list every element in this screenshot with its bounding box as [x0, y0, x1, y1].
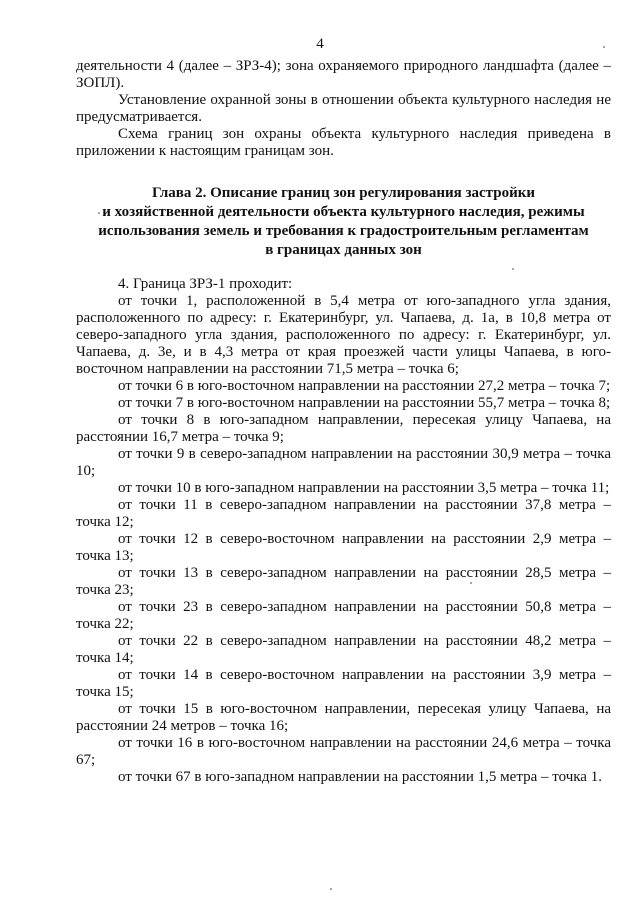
route-segment: от точки 16 в юго-восточном направлении на расстоянии 24,6 метра – точка 67; [76, 735, 611, 768]
route-segment: от точки 67 в юго-западном направлении на расстоянии 1,5 метра – точка 1. [118, 769, 602, 785]
clause-title: 4. Граница ЗРЗ-1 проходит: [118, 276, 293, 292]
route-segment: от точки 9 в северо-западном направлении на расстоянии 30,9 метра – точка 10; [76, 446, 611, 479]
route-segment: от точки 11 в северо-западном направлении на расстоянии 37,8 метра – точка 12; [76, 497, 611, 530]
route-segment: от точки 6 в юго-восточном направлении на расстоянии 27,2 метра – точка 7; [118, 378, 611, 394]
route-segment: от точки 8 в юго-западном направлении, пересекая улицу Чапаева, на расстоянии 16,7 метра – точка 9; [76, 412, 611, 445]
route-segment: от точки 1, расположенной в 5,4 метра от юго-западного угла здания, расположенного по адресу: г. Екатеринбург, ул. Чапаева, д. 1а, в 10,8 метра от северо-западного угла здания, расположенного по адресу: г. Екатеринбург, ул. Чапаева, д. 3е, и в 4,3 метра от края проезжей части улицы Чапаева, в юго-восточном направлении на расстоянии 71,5 метра – точка 6; [76, 293, 611, 377]
scan-speck [603, 46, 605, 48]
scan-speck [330, 888, 332, 890]
scan-speck [512, 268, 514, 270]
route-segment: от точки 15 в юго-восточном направлении, пересекая улицу Чапаева, на расстоянии 24 метров – точка 16; [76, 701, 611, 734]
route-segment: от точки 23 в северо-западном направлении на расстоянии 50,8 метра – точка 22; [76, 599, 611, 632]
chapter-heading-line: Глава 2. Описание границ зон регулирования застройки [152, 185, 535, 201]
route-segment: от точки 7 в юго-восточном направлении на расстоянии 55,7 метра – точка 8; [118, 395, 611, 411]
route-segment: от точки 12 в северо-восточном направлении на расстоянии 2,9 метра – точка 13; [76, 531, 611, 564]
route-segment: от точки 10 в юго-западном направлении на расстоянии 3,5 метра – точка 11; [118, 480, 610, 496]
intro-paragraph-scheme: Схема границ зон охраны объекта культурного наследия приведена в приложении к настоящим границам зон. [76, 126, 611, 159]
route-segment: от точки 13 в северо-западном направлении на расстоянии 28,5 метра – точка 23; [76, 565, 611, 598]
chapter-heading [76, 184, 611, 260]
page-number: 4 [316, 36, 324, 52]
route-segment: от точки 22 в северо-западном направлении на расстоянии 48,2 метра – точка 14; [76, 633, 611, 666]
chapter-heading-line: использования земель и требования к градостроительным регламентам [98, 223, 589, 239]
intro-paragraph-continued: деятельности 4 (далее – ЗРЗ-4); зона охраняемого природного ландшафта (далее – ЗОПЛ). [76, 58, 611, 91]
page-content [76, 58, 611, 786]
scan-speck [470, 582, 472, 584]
route-segment: от точки 14 в северо-восточном направлении на расстоянии 3,9 метра – точка 15; [76, 667, 611, 700]
intro-paragraph-protection-zone: Установление охранной зоны в отношении объекта культурного наследия не предусматривается. [76, 92, 611, 125]
chapter-heading-line: в границах данных зон [265, 242, 422, 258]
scan-speck [98, 212, 100, 214]
chapter-heading-line: и хозяйственной деятельности объекта культурного наследия, режимы [102, 204, 585, 220]
